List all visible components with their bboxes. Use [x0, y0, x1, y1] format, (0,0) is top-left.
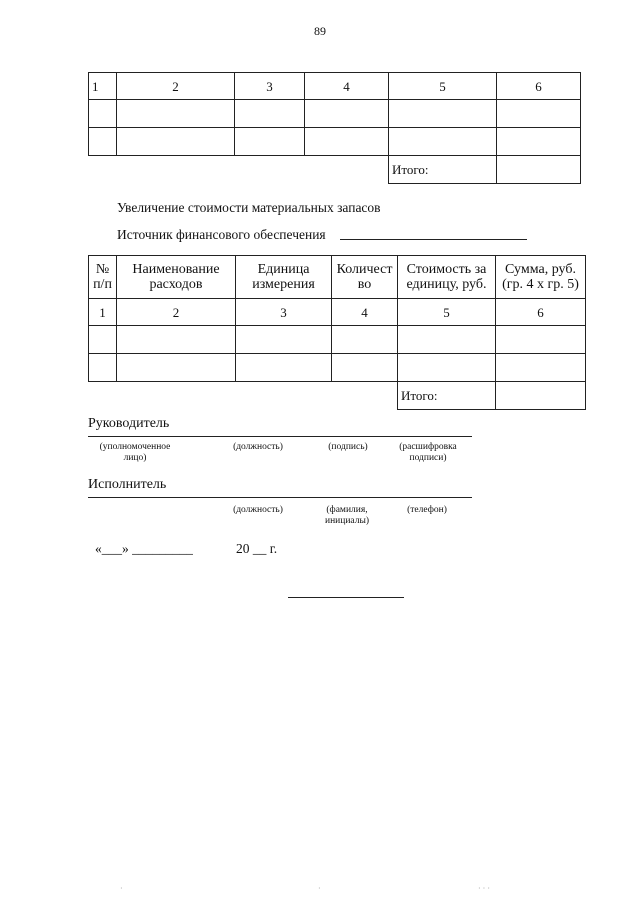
table-2-number-row [89, 299, 586, 326]
table-cell [496, 326, 586, 354]
table-1-header-row [89, 73, 581, 100]
table-cell [305, 100, 389, 128]
scan-artifact: · [120, 884, 123, 893]
source-field-line [340, 239, 527, 240]
executor-signature-line [88, 497, 472, 498]
table-1-total-value [497, 156, 581, 184]
table-2-total-label: Итого: [398, 382, 496, 410]
table-1-header-cell: 2 [117, 73, 235, 100]
head-caption-position: (должность) [233, 442, 283, 452]
table-cell [235, 128, 305, 156]
head-signature-line [88, 436, 472, 437]
table-row [89, 128, 581, 156]
table-cell [332, 326, 398, 354]
table-1-total-row [89, 156, 581, 184]
head-caption-decoding: (расшифровка подписи) [399, 442, 457, 463]
table-cell [89, 326, 117, 354]
table-row [89, 354, 586, 382]
table-cell [497, 128, 581, 156]
executor-title: Исполнитель [88, 477, 167, 492]
page-number: 89 [314, 24, 326, 38]
table-cell [497, 100, 581, 128]
table-2-header-cell: Единица измерения [236, 256, 332, 299]
table-cell [89, 100, 117, 128]
bottom-separator-line [288, 597, 404, 598]
table-2-number-cell: 4 [332, 299, 398, 326]
table-cell [332, 354, 398, 382]
table-cell [89, 354, 117, 382]
table-2-total-value [496, 382, 586, 410]
table-cell [305, 128, 389, 156]
table-2-number-cell: 3 [236, 299, 332, 326]
table-1-header-cell: 3 [235, 73, 305, 100]
table-2-header-cell: № п/п [89, 256, 117, 299]
table-2-header-cell: Сумма, руб. (гр. 4 х гр. 5) [496, 256, 586, 299]
table-cell [117, 354, 236, 382]
source-label: Источник финансового обеспечения [117, 227, 326, 242]
table-2-header-row [89, 256, 586, 299]
table-1-header-cell: 4 [305, 73, 389, 100]
table-2-header-cell: Стоимость за единицу, руб. [398, 256, 496, 299]
head-caption-authorized: (уполномоченное лицо) [99, 442, 171, 463]
head-caption-signature: (подпись) [328, 442, 368, 452]
table-2-number-cell: 1 [89, 299, 117, 326]
table-2-header-cell: Количест во [332, 256, 398, 299]
executor-caption-phone: (телефон) [407, 505, 447, 515]
table-1-header-cell: 6 [497, 73, 581, 100]
date-year: 20 __ г. [236, 541, 278, 556]
table-row [89, 100, 581, 128]
table-cell [117, 100, 235, 128]
head-title: Руководитель [88, 416, 170, 431]
table-cell [398, 354, 496, 382]
table-2-number-cell: 5 [398, 299, 496, 326]
table-cell [389, 100, 497, 128]
table-row [89, 326, 586, 354]
table-2 [88, 255, 586, 410]
table-cell [236, 354, 332, 382]
table-cell [89, 128, 117, 156]
table-cell [236, 326, 332, 354]
table-cell [235, 100, 305, 128]
table-1-header-cell: 1 [89, 73, 117, 100]
executor-caption-name: (фамилия, инициалы) [324, 505, 369, 526]
table-2-header-cell: Наименование расходов [117, 256, 236, 299]
table-2-total-row [89, 382, 586, 410]
table-cell [117, 326, 236, 354]
table-1 [88, 72, 581, 184]
date-day-month: «___» _________ [95, 541, 193, 556]
table-cell [117, 128, 235, 156]
table-2-number-cell: 2 [117, 299, 236, 326]
scan-artifact: · [318, 884, 321, 893]
table-2-number-cell: 6 [496, 299, 586, 326]
table-1-total-label: Итого: [389, 156, 497, 184]
table-1-header-cell: 5 [389, 73, 497, 100]
executor-caption-position: (должность) [233, 505, 283, 515]
table-cell [496, 354, 586, 382]
table-cell [389, 128, 497, 156]
table-cell [398, 326, 496, 354]
scan-artifact: · · · [478, 884, 490, 893]
section-title: Увеличение стоимости материальных запасов [117, 200, 381, 215]
